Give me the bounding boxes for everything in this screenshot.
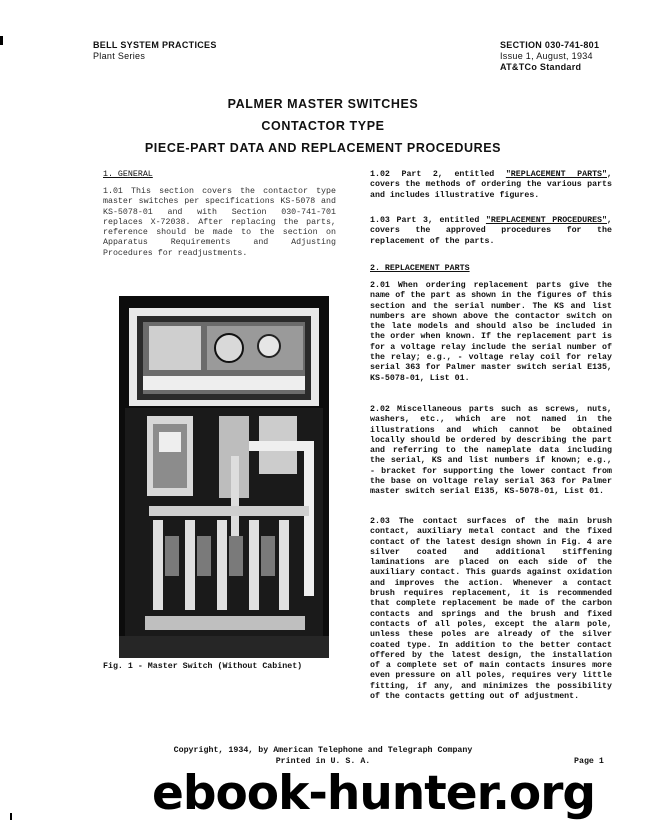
printed-notice: Printed in U. S. A. (275, 757, 371, 766)
header-left (93, 40, 217, 62)
header-right (500, 40, 599, 73)
paragraph-2-03: 2.03 The contact surfaces of the main brush contact, auxiliary metal contact and the fixed contact of the latest design shown in Fig. 4 are silver coated and additional stiffening laminations are placed on each side of the auxiliary contact. This guards against oxidation and improves the action. Whenever a contact brush requires replacement, it is recommended that complete replacement be made of the carbon contacts and springs and the brush and fixed contacts of all poles, except the alarm pole, unless these poles are already of the silver coated type. In addition to the better contact offered by the latest design, the installation of a complete set of main contacts insures more even pressure on all poles, requires very little fitting, if any, and minimizes the possibility of the contacts getting out of adjustment. (370, 517, 612, 702)
paragraph-1-03-body: , covers the approved procedures for the replacement of the parts. (370, 216, 612, 246)
paragraph-2-01: 2.01 When ordering replacement parts give the name of the part as shown in the figures of this section and the serial number. The KS and list numbers are shown above the contactor switch on the late models and should also be included in the order when known. If the replacement part is for a voltage relay include the serial number of the relay; e.g., - voltage relay coil for relay serial 363 for Palmer master switch serial E135, KS-5078-01, List 01. (370, 281, 612, 383)
issue-date: Issue 1, August, 1934 (500, 51, 593, 61)
replacement-procedures-reference: "REPLACEMENT PROCEDURES" (485, 216, 608, 225)
section-number: SECTION 030-741-801 (500, 40, 600, 50)
replacement-parts-reference: "REPLACEMENT PARTS" (505, 170, 607, 179)
margin-mark (0, 36, 3, 45)
page-number: Page 1 (574, 757, 604, 766)
series-title: BELL SYSTEM PRACTICES (93, 40, 217, 50)
standard-label: AT&TCo Standard (500, 62, 582, 72)
paragraph-2-02: 2.02 Miscellaneous parts such as screws, nuts, washers, etc., which are not named in the illustrations and which cannot be obtained locally should be ordered by describing the part and referring to the nameplate data including the serial, KS and list numbers if known; e.g., - bracket for supporting the lower contact from the base on voltage relay serial 363 for Palmer master switch serial E135, KS-5078-01, List 01. (370, 405, 612, 497)
margin-mark (10, 813, 12, 820)
series-subtitle: Plant Series (93, 51, 146, 61)
copyright-notice: Copyright, 1934, by American Telephone and Telegraph Company (173, 746, 473, 755)
document-subtitle: CONTACTOR TYPE (261, 119, 385, 133)
document-heading: PIECE-PART DATA AND REPLACEMENT PROCEDURES (144, 141, 502, 155)
master-switch-photo (119, 296, 329, 658)
master-switch-illustration (119, 296, 329, 658)
paragraph-1-03-intro: 1.03 Part 3, entitled (370, 216, 486, 225)
figure-caption: Fig. 1 - Master Switch (Without Cabinet) (103, 662, 303, 671)
paragraph-1-02 (370, 170, 612, 201)
site-watermark: ebook-hunter.org (152, 766, 596, 821)
document-title: PALMER MASTER SWITCHES (227, 97, 419, 111)
paragraph-1-02-body: , covers the methods of ordering the various parts and includes illustrative figures. (370, 170, 612, 200)
paragraph-1-03 (370, 216, 612, 247)
section-heading-general: 1. GENERAL (103, 170, 153, 179)
section-heading-replacement-parts: 2. REPLACEMENT PARTS (370, 264, 470, 273)
paragraph-1-02-intro: 1.02 Part 2, entitled (370, 170, 506, 179)
paragraph-1-01: 1.01 This section covers the contactor type master switches per specifications KS-5078 and KS-5078-01 and with Section 030-741-701 replaces X-72038. After replacing the parts, reference should be made to the section on Apparatus Requirements and Adjusting Procedures for readjustments. (103, 187, 336, 258)
